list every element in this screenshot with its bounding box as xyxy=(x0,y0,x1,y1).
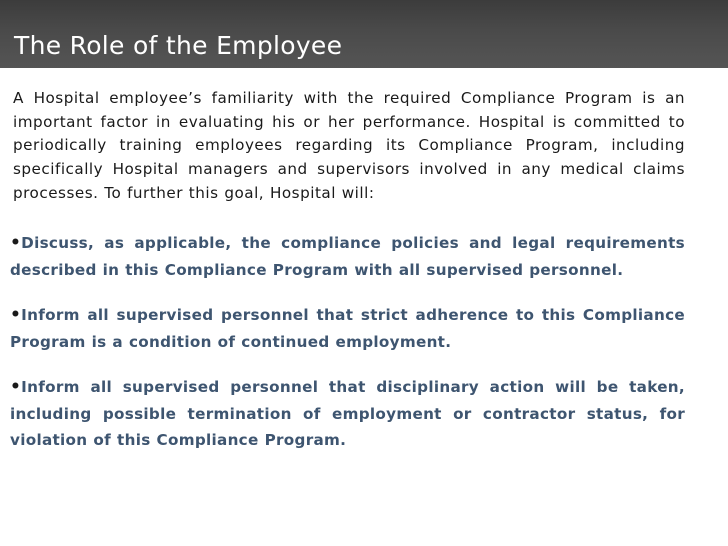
title-bar xyxy=(0,0,728,68)
bullet-item-inform-disciplinary xyxy=(10,374,685,454)
bullet-text: Inform all supervised personnel that disciplinary action will be taken, including possible termination of employment or contractor status, for violation of this Compliance Program. xyxy=(10,378,685,449)
bullet-dot-icon: • xyxy=(10,377,22,397)
intro-paragraph: A Hospital employee’s familiarity with the required Compliance Program is an important factor in evaluating his or her performance. Hospital is committed to periodically training employees regarding its Compliance Program, including specifically Hospital managers and supervisors involved in any medical claims processes. To further this goal, Hospital will: xyxy=(13,89,685,202)
bullet-item-discuss xyxy=(10,230,685,283)
slide-title: The Role of the Employee xyxy=(14,31,343,60)
bullet-text: Discuss, as applicable, the compliance policies and legal requirements described in this Compliance Program with all supervised personnel. xyxy=(10,234,685,279)
bullet-item-inform-adherence xyxy=(10,302,685,355)
bullet-dot-icon: • xyxy=(10,233,22,253)
bullet-dot-icon: • xyxy=(10,305,22,325)
bullet-text: Inform all supervised personnel that strict adherence to this Compliance Program is a condition of continued employment. xyxy=(10,306,685,351)
